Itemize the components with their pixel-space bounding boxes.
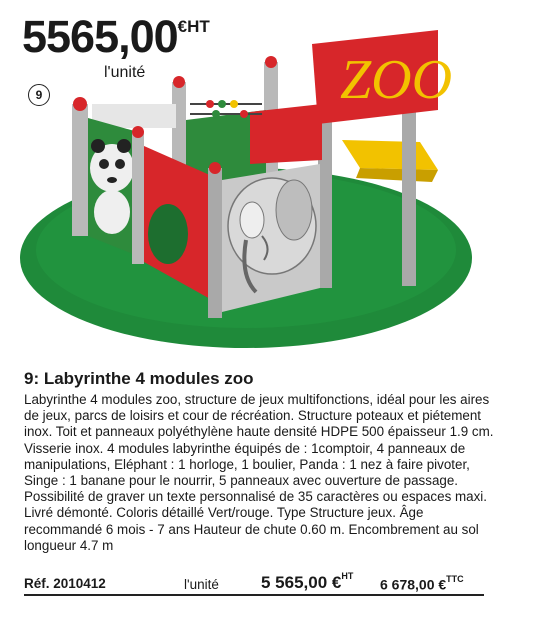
price-ht [261,573,353,593]
yellow-roof [342,140,438,170]
price-currency: €HT [177,17,210,36]
footer-unit: l'unité [184,577,219,592]
item-number-badge: 9 [28,84,50,106]
footer-rule [24,594,484,596]
passage-opening [148,204,188,264]
price-ht-value: 5 565,00 € [261,573,342,592]
price-ht-label: HT [341,571,354,582]
price-ttc-value: 6 678,00 € [380,576,447,593]
price-value: 5565,00 [22,11,178,62]
zoo-sign-text: ZOO [340,49,453,111]
price-ttc [380,576,464,593]
price-ttc-label: TTC [446,574,464,584]
product-description: Labyrinthe 4 modules zoo, structure de jeux multifonctions, idéal pour les aires de jeux, parcs de loisirs et cour de récréation. Structure poteaux et piétement inox. Toit et panneaux polyéthylène haute densité HDPE 500 épaisseur 1.9 cm. Visserie inox. 4 modules labyrinthe équipés de : 1comptoir, 4 panneaux de manipulations, Eléphant : 1 horloge, 1 boulier, Panda : 1 nez à faire pivoter, Singe : 1 banane pour le nourrir, 5 panneaux avec ouverture de passage. Possibilité de graver un texte personnalisé de 35 caractères ou espaces maxi. Livré démonté. Coloris détaillé Vert/rouge. Type Structure jeux. Âge recommandé 6 mois - 7 ans Hauteur de chute 0.60 m. Encombrement au sol longueur 4.7 m [24,392,494,553]
product-title: 9: Labyrinthe 4 modules zoo [24,369,254,388]
price-unit: l'unité [104,64,146,81]
product-reference: Réf. 2010412 [24,576,106,591]
